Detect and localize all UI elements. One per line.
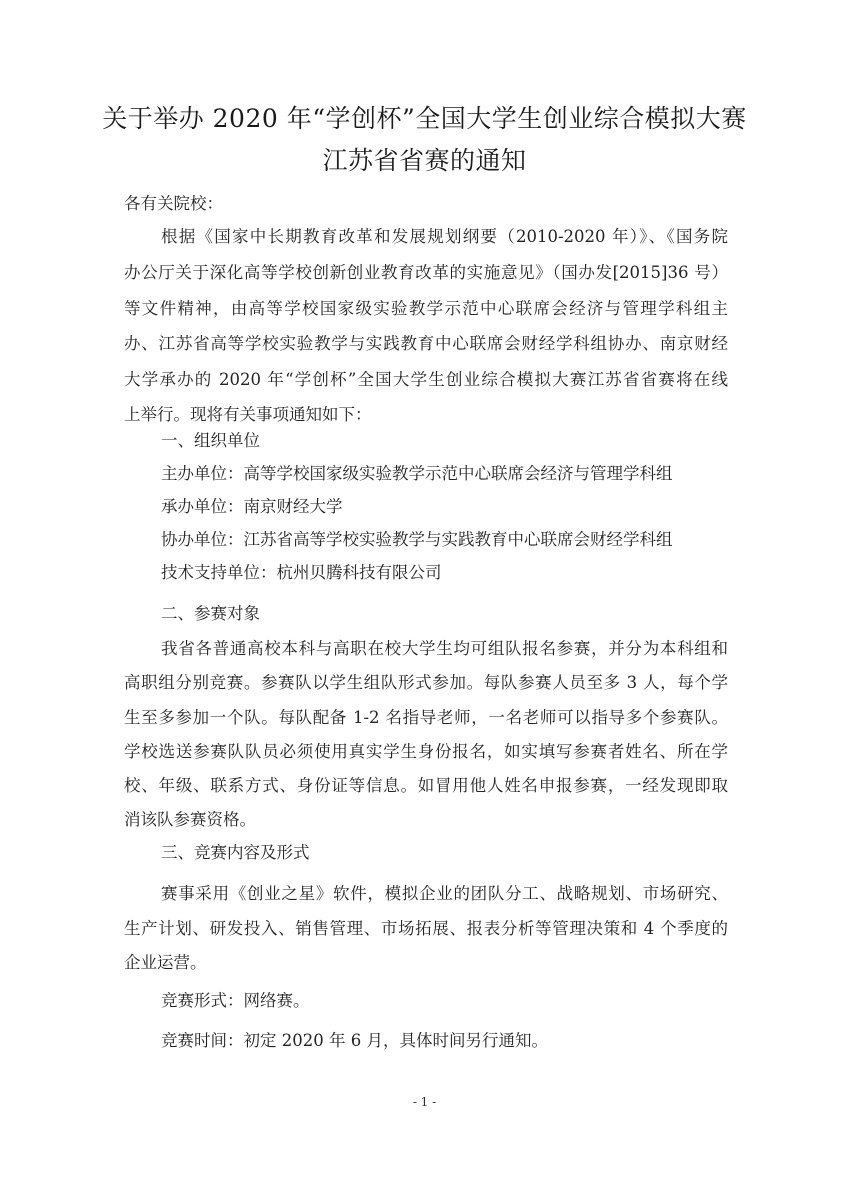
organizer-item: 技术支持单位：杭州贝腾科技有限公司	[161, 563, 442, 582]
participants-line: 消该队参赛资格。	[124, 810, 256, 829]
competition-time: 竞赛时间：初定 2020 年 6 月，具体时间另行通知。	[161, 1031, 548, 1050]
document-title-line-2: 江苏省省赛的通知	[322, 146, 527, 175]
intro-line: 大学承办的 2020 年“学创杯”全国大学生创业综合模拟大赛江苏省省赛将在线	[124, 370, 728, 389]
content-line: 赛事采用《创业之星》软件，模拟企业的团队分工、战略规划、市场研究、	[161, 884, 728, 903]
content-line: 生产计划、研发投入、销售管理、市场拓展、报表分析等管理决策和 4 个季度的	[124, 919, 728, 938]
participants-line: 校、年级、联系方式、身份证等信息。如冒用他人姓名申报参赛，一经发现即取	[124, 776, 728, 795]
participants-line: 我省各普通高校本科与高职在校大学生均可组队报名参赛，并分为本科组和	[161, 639, 728, 658]
document-title-line-1: 关于举办 2020 年“学创杯”全国大学生创业综合模拟大赛	[102, 104, 747, 133]
participants-line: 生至多参加一个队。每队配备 1-2 名指导老师，一名老师可以指导多个参赛队。	[124, 708, 728, 727]
participants-line: 学校选送参赛队队员必须使用真实学生身份报名，如实填写参赛者姓名、所在学	[124, 742, 728, 761]
competition-format: 竞赛形式：网络赛。	[161, 991, 310, 1010]
intro-line: 等文件精神，由高等学校国家级实验教学示范中心联席会经济与管理学科组主	[124, 299, 728, 318]
organizer-item: 主办单位：高等学校国家级实验教学示范中心联席会经济与管理学科组	[161, 464, 673, 483]
intro-line: 办公厅关于深化高等学校创新创业教育改革的实施意见》（国办发[2015]36 号）	[124, 263, 728, 282]
intro-line: 办、江苏省高等学校实验教学与实践教育中心联席会财经学科组协办、南京财经	[124, 334, 728, 353]
participants-line: 高职组分别竞赛。参赛队以学生组队形式参加。每队参赛人员至多 3 人，每个学	[124, 673, 728, 692]
section-heading-content: 三、竞赛内容及形式	[161, 843, 310, 862]
organizer-item: 承办单位：南京财经大学	[161, 497, 343, 516]
page-number: - 1 -	[412, 1095, 437, 1109]
salutation: 各有关院校：	[124, 194, 223, 213]
intro-line: 根据《国家中长期教育改革和发展规划纲要（2010-2020 年）》、《国务院	[161, 227, 728, 246]
organizer-item: 协办单位：江苏省高等学校实验教学与实践教育中心联席会财经学科组	[161, 530, 673, 549]
section-heading-participants: 二、参赛对象	[161, 604, 260, 623]
intro-line: 上举行。现将有关事项通知如下：	[124, 405, 372, 424]
section-heading-organizers: 一、组织单位	[161, 431, 260, 450]
content-line: 企业运营。	[124, 953, 207, 972]
